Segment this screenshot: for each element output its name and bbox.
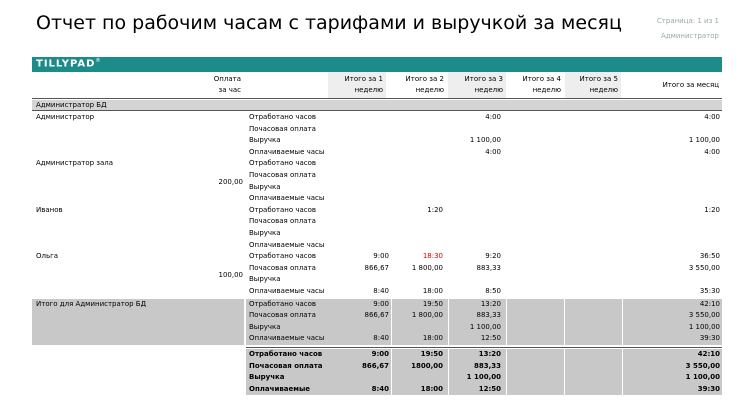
grid-separator: [448, 349, 449, 395]
grid-separator: [564, 349, 565, 395]
header-week-4: Итого за 4 неделю: [508, 72, 564, 98]
value-cell: 18:00: [422, 287, 443, 295]
grand-total-cell: 8:40: [371, 384, 389, 393]
employee-name: Иванов: [36, 205, 63, 214]
grand-total-cell: 19:50: [420, 350, 443, 358]
value-cell: 18:30: [422, 252, 443, 261]
total-cell: 3 550,00: [688, 311, 720, 320]
grand-total-cell: 1800,00: [411, 361, 443, 370]
grand-total-cell: 9:00: [371, 350, 389, 358]
total-cell: 8:40: [373, 334, 389, 343]
report-meta: [657, 14, 719, 44]
tillypad-logo: [36, 58, 101, 69]
group-total-label: Итого для Администратор БД: [36, 299, 147, 308]
grand-total-cell: 883,33: [473, 361, 501, 370]
value-cell: 1:20: [427, 205, 443, 214]
value-cell: 883,33: [476, 263, 501, 272]
value-cell: 1 100,00: [469, 136, 501, 145]
employee-name: Администратор зала: [36, 159, 114, 168]
grand-total-cell: 18:00: [420, 384, 443, 393]
metric-label: Оплачиваемые часы: [249, 287, 325, 295]
metric-label: Почасовая оплата: [249, 263, 316, 272]
header-week-5: Итого за 5 неделю: [565, 72, 621, 98]
metric-label: Почасовая оплата: [249, 124, 316, 133]
value-cell: 9:00: [373, 252, 389, 261]
total-cell: 18:00: [422, 334, 443, 343]
grand-total-cell: 866,67: [361, 361, 389, 370]
grand-total-cell: 13:20: [478, 350, 501, 358]
metric-label: Выручка: [249, 182, 281, 191]
grid-separator: [564, 299, 565, 345]
metric-label: Выручка: [249, 322, 281, 331]
group-bar: Администратор БД: [32, 100, 722, 110]
total-cell: 13:20: [480, 299, 501, 308]
grand-total-cell: 12:50: [478, 384, 501, 393]
header-week-2: Итого за 2 неделю: [389, 72, 447, 98]
employee-rate: 200,00: [218, 177, 243, 186]
value-cell: 4:00: [704, 113, 720, 121]
metric-label: Почасовая оплата: [249, 311, 316, 320]
total-cell: 9:00: [373, 299, 389, 308]
value-cell: 4:00: [485, 147, 501, 156]
value-cell: 866,67: [364, 263, 389, 272]
grand-total-divider: [246, 347, 722, 348]
value-cell: 35:30: [699, 287, 720, 295]
metric-label: Почасовая оплата: [249, 171, 316, 179]
metric-label: Оплачиваемые часы: [249, 334, 325, 343]
metric-label: Отработано часов: [249, 205, 317, 214]
value-cell: 1 800,00: [411, 263, 443, 272]
grand-total-cell: 42:10: [697, 350, 720, 358]
employee-rate: 100,00: [218, 270, 243, 279]
metric-label: Выручка: [249, 275, 281, 284]
total-cell: 1 100,00: [469, 322, 501, 331]
total-cell: 12:50: [480, 334, 501, 343]
metric-label: Отработано часов: [249, 113, 317, 121]
total-cell: 883,33: [476, 311, 501, 320]
total-cell: 42:10: [699, 299, 720, 308]
grand-total-label: Отработано часов: [249, 350, 323, 358]
logo-text: TILLYPAD: [36, 58, 96, 70]
header-divider: [32, 98, 722, 99]
report-user: Администратор: [660, 32, 719, 40]
metric-label: Оплачиваемые часы: [249, 147, 325, 156]
employee-name: Администратор: [36, 113, 95, 121]
grid-separator: [506, 299, 507, 345]
table-header: [32, 72, 722, 98]
value-cell: 8:40: [373, 287, 389, 295]
metric-label: Отработано часов: [249, 159, 317, 168]
value-cell: 8:50: [485, 287, 501, 295]
total-cell: 19:50: [422, 299, 443, 308]
total-cell: 1 800,00: [411, 311, 443, 320]
header-week-3: Итого за 3 неделю: [448, 72, 506, 98]
value-cell: 1:20: [704, 205, 720, 214]
metric-label: Оплачиваемые часы: [249, 240, 325, 249]
grand-total-cell: 1 100,00: [685, 373, 720, 382]
metric-label: Почасовая оплата: [249, 217, 316, 226]
grid-separator: [622, 349, 623, 395]
header-rate: Оплата за час: [208, 72, 244, 98]
value-cell: 4:00: [485, 113, 501, 121]
metric-label: Выручка: [249, 229, 281, 237]
grid-separator: [391, 349, 392, 395]
header-month: Итого за месяц: [622, 72, 722, 98]
grand-total-cell: 1 100,00: [466, 373, 501, 382]
metric-label: Отработано часов: [249, 299, 317, 308]
logo-mark: ®: [95, 58, 102, 64]
value-cell: 3 550,00: [688, 263, 720, 272]
header-week-1: Итого за 1 неделю: [328, 72, 386, 98]
total-cell: 866,67: [364, 311, 389, 320]
brand-bar: [32, 57, 722, 72]
grand-total-cell: 39:30: [697, 384, 720, 393]
grand-total-label: Выручка: [249, 373, 285, 382]
grand-total-cell: 3 550,00: [685, 361, 720, 370]
value-cell: 9:20: [485, 252, 501, 261]
total-cell: 1 100,00: [688, 322, 720, 331]
grid-separator: [622, 299, 623, 345]
value-cell: 4:00: [704, 147, 720, 156]
grand-total-label: Оплачиваемые: [249, 384, 311, 393]
page-label: Страница: 1 из 1: [656, 17, 719, 25]
value-cell: 1 100,00: [688, 136, 720, 145]
group-divider: [32, 110, 722, 111]
metric-label: Отработано часов: [249, 252, 317, 261]
grid-separator: [506, 349, 507, 395]
employee-name: Ольга: [36, 252, 59, 261]
grid-separator: [448, 299, 449, 345]
metric-label: Оплачиваемые часы: [249, 194, 325, 203]
metric-label: Выручка: [249, 136, 281, 145]
value-cell: 36:50: [699, 252, 720, 261]
total-cell: 39:30: [699, 334, 720, 343]
grand-total-label: Почасовая оплата: [249, 361, 323, 370]
report-title: Отчет по рабочим часам с тарифами и выручкой за месяц: [36, 12, 622, 34]
grid-separator: [391, 299, 392, 345]
